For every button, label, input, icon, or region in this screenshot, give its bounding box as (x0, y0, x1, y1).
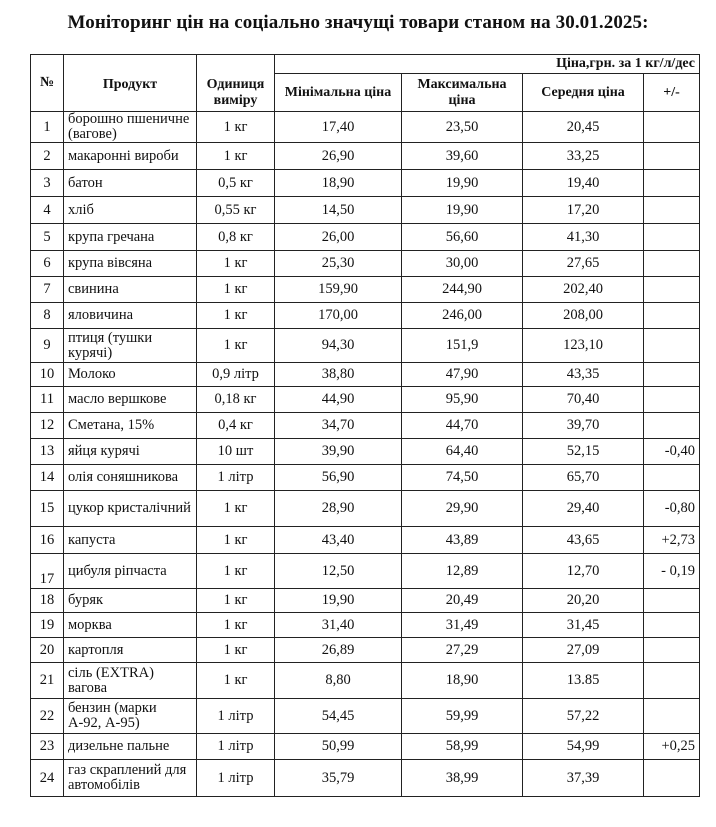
avg-price: 52,15 (523, 439, 644, 465)
unit: 1 кг (197, 143, 275, 170)
table-row (31, 112, 700, 143)
product-name: борошно пшеничне (вагове) (64, 112, 197, 143)
unit: 1 кг (197, 277, 275, 303)
min-price: 34,70 (275, 413, 402, 439)
row-number: 24 (31, 760, 64, 797)
page-title: Моніторинг цін на соціально значущі товари станом на 30.01.2025: (67, 12, 649, 33)
unit: 1 кг (197, 112, 275, 143)
min-price: 35,79 (275, 760, 402, 797)
product-name: газ скраплений для автомобілів (64, 760, 197, 797)
table-row (31, 303, 700, 329)
table-row (31, 413, 700, 439)
table-row (31, 387, 700, 413)
avg-price: 29,40 (523, 491, 644, 527)
row-number: 3 (31, 170, 64, 197)
table-row (31, 663, 700, 699)
product-name: яйця курячі (64, 439, 197, 465)
max-price: 18,90 (402, 663, 523, 699)
table-row (31, 363, 700, 387)
price-change: +2,73 (644, 527, 700, 554)
row-number: 13 (31, 439, 64, 465)
price-change (644, 699, 700, 734)
header-max: Максимальна ціна (402, 74, 523, 112)
max-price: 20,49 (402, 589, 523, 613)
min-price: 26,90 (275, 143, 402, 170)
max-price: 27,29 (402, 638, 523, 663)
min-price: 8,80 (275, 663, 402, 699)
product-name: яловичина (64, 303, 197, 329)
table-row (31, 329, 700, 363)
unit: 1 кг (197, 663, 275, 699)
avg-price: 20,20 (523, 589, 644, 613)
avg-price: 27,09 (523, 638, 644, 663)
min-price: 54,45 (275, 699, 402, 734)
price-change (644, 303, 700, 329)
table-row (31, 760, 700, 797)
product-name: дизельне пальне (64, 734, 197, 760)
price-change (644, 197, 700, 224)
header-row-top (31, 55, 700, 74)
max-price: 23,50 (402, 112, 523, 143)
unit: 0,55 кг (197, 197, 275, 224)
unit: 1 літр (197, 760, 275, 797)
min-price: 159,90 (275, 277, 402, 303)
row-number: 14 (31, 465, 64, 491)
unit: 1 кг (197, 589, 275, 613)
avg-price: 20,45 (523, 112, 644, 143)
product-name: хліб (64, 197, 197, 224)
min-price: 31,40 (275, 613, 402, 638)
table-row (31, 491, 700, 527)
header-avg: Середня ціна (523, 74, 644, 112)
min-price: 50,99 (275, 734, 402, 760)
product-name: Молоко (64, 363, 197, 387)
product-name: макаронні вироби (64, 143, 197, 170)
min-price: 39,90 (275, 439, 402, 465)
max-price: 12,89 (402, 554, 523, 589)
product-name: бензин (марки А-92, А-95) (64, 699, 197, 734)
unit: 10 шт (197, 439, 275, 465)
header-price-group: Ціна,грн. за 1 кг/л/дес (275, 55, 700, 74)
table-row (31, 638, 700, 663)
avg-price: 27,65 (523, 251, 644, 277)
min-price: 26,89 (275, 638, 402, 663)
product-name: капуста (64, 527, 197, 554)
price-change: -0,80 (644, 491, 700, 527)
row-number: 7 (31, 277, 64, 303)
unit: 0,8 кг (197, 224, 275, 251)
min-price: 12,50 (275, 554, 402, 589)
price-change (644, 170, 700, 197)
unit: 1 кг (197, 613, 275, 638)
max-price: 29,90 (402, 491, 523, 527)
product-name: олія соняшникова (64, 465, 197, 491)
min-price: 19,90 (275, 589, 402, 613)
row-number: 4 (31, 197, 64, 224)
table-row (31, 277, 700, 303)
avg-price: 17,20 (523, 197, 644, 224)
table-row (31, 527, 700, 554)
product-name: птиця (тушки курячі) (64, 329, 197, 363)
row-number: 20 (31, 638, 64, 663)
row-number: 18 (31, 589, 64, 613)
avg-price: 19,40 (523, 170, 644, 197)
avg-price: 13.85 (523, 663, 644, 699)
row-number: 23 (31, 734, 64, 760)
min-price: 25,30 (275, 251, 402, 277)
product-name: морква (64, 613, 197, 638)
price-change (644, 613, 700, 638)
product-name: батон (64, 170, 197, 197)
max-price: 30,00 (402, 251, 523, 277)
table-row (31, 589, 700, 613)
price-change (644, 251, 700, 277)
row-number: 10 (31, 363, 64, 387)
min-price: 38,80 (275, 363, 402, 387)
price-change (644, 143, 700, 170)
unit: 1 кг (197, 329, 275, 363)
avg-price: 123,10 (523, 329, 644, 363)
min-price: 26,00 (275, 224, 402, 251)
row-number: 9 (31, 329, 64, 363)
unit: 1 літр (197, 465, 275, 491)
table-row (31, 734, 700, 760)
price-change (644, 112, 700, 143)
row-number: 16 (31, 527, 64, 554)
product-name: буряк (64, 589, 197, 613)
price-change (644, 413, 700, 439)
max-price: 19,90 (402, 197, 523, 224)
avg-price: 41,30 (523, 224, 644, 251)
header-number: № (31, 55, 64, 112)
max-price: 244,90 (402, 277, 523, 303)
avg-price: 31,45 (523, 613, 644, 638)
product-name: цукор кристалічний (64, 491, 197, 527)
unit: 1 літр (197, 699, 275, 734)
product-name: картопля (64, 638, 197, 663)
price-change (644, 663, 700, 699)
row-number: 2 (31, 143, 64, 170)
price-change: -0,40 (644, 439, 700, 465)
min-price: 56,90 (275, 465, 402, 491)
row-number: 6 (31, 251, 64, 277)
unit: 1 кг (197, 527, 275, 554)
max-price: 19,90 (402, 170, 523, 197)
max-price: 44,70 (402, 413, 523, 439)
unit: 1 кг (197, 303, 275, 329)
product-name: крупа вівсяна (64, 251, 197, 277)
table-row (31, 439, 700, 465)
min-price: 28,90 (275, 491, 402, 527)
price-change (644, 277, 700, 303)
price-change (644, 638, 700, 663)
max-price: 47,90 (402, 363, 523, 387)
table-row (31, 465, 700, 491)
max-price: 59,99 (402, 699, 523, 734)
header-min: Мінімальна ціна (275, 74, 402, 112)
price-change: +0,25 (644, 734, 700, 760)
price-table (30, 54, 700, 797)
table-row (31, 170, 700, 197)
unit: 1 кг (197, 554, 275, 589)
table-body (31, 112, 700, 797)
header-product: Продукт (64, 55, 197, 112)
price-change (644, 387, 700, 413)
price-change (644, 363, 700, 387)
table-row (31, 251, 700, 277)
unit: 1 літр (197, 734, 275, 760)
max-price: 246,00 (402, 303, 523, 329)
max-price: 56,60 (402, 224, 523, 251)
row-number: 17 (31, 554, 64, 589)
min-price: 18,90 (275, 170, 402, 197)
min-price: 170,00 (275, 303, 402, 329)
avg-price: 54,99 (523, 734, 644, 760)
avg-price: 39,70 (523, 413, 644, 439)
min-price: 17,40 (275, 112, 402, 143)
row-number: 19 (31, 613, 64, 638)
price-change (644, 465, 700, 491)
product-name: свинина (64, 277, 197, 303)
row-number: 15 (31, 491, 64, 527)
max-price: 39,60 (402, 143, 523, 170)
price-change (644, 589, 700, 613)
table-row (31, 143, 700, 170)
max-price: 95,90 (402, 387, 523, 413)
price-change: - 0,19 (644, 554, 700, 589)
unit: 0,9 літр (197, 363, 275, 387)
product-name: крупа гречана (64, 224, 197, 251)
unit: 1 кг (197, 491, 275, 527)
min-price: 43,40 (275, 527, 402, 554)
header-unit: Одиниця виміру (197, 55, 275, 112)
product-name: сіль (EXTRA) вагова (64, 663, 197, 699)
unit: 1 кг (197, 251, 275, 277)
unit: 0,18 кг (197, 387, 275, 413)
avg-price: 208,00 (523, 303, 644, 329)
max-price: 58,99 (402, 734, 523, 760)
table-row (31, 224, 700, 251)
row-number: 1 (31, 112, 64, 143)
min-price: 14,50 (275, 197, 402, 224)
row-number: 22 (31, 699, 64, 734)
avg-price: 37,39 (523, 760, 644, 797)
max-price: 151,9 (402, 329, 523, 363)
max-price: 38,99 (402, 760, 523, 797)
row-number: 8 (31, 303, 64, 329)
row-number: 12 (31, 413, 64, 439)
max-price: 74,50 (402, 465, 523, 491)
avg-price: 12,70 (523, 554, 644, 589)
unit: 0,4 кг (197, 413, 275, 439)
price-change (644, 329, 700, 363)
min-price: 44,90 (275, 387, 402, 413)
product-name: масло вершкове (64, 387, 197, 413)
max-price: 64,40 (402, 439, 523, 465)
header-diff: +/- (644, 74, 700, 112)
table-row (31, 554, 700, 589)
row-number: 5 (31, 224, 64, 251)
price-change (644, 760, 700, 797)
table-row (31, 613, 700, 638)
avg-price: 43,65 (523, 527, 644, 554)
row-number: 11 (31, 387, 64, 413)
avg-price: 33,25 (523, 143, 644, 170)
avg-price: 43,35 (523, 363, 644, 387)
avg-price: 65,70 (523, 465, 644, 491)
table-row (31, 699, 700, 734)
avg-price: 57,22 (523, 699, 644, 734)
price-change (644, 224, 700, 251)
unit: 1 кг (197, 638, 275, 663)
max-price: 43,89 (402, 527, 523, 554)
product-name: Сметана, 15% (64, 413, 197, 439)
avg-price: 70,40 (523, 387, 644, 413)
max-price: 31,49 (402, 613, 523, 638)
min-price: 94,30 (275, 329, 402, 363)
avg-price: 202,40 (523, 277, 644, 303)
product-name: цибуля ріпчаста (64, 554, 197, 589)
table-row (31, 197, 700, 224)
unit: 0,5 кг (197, 170, 275, 197)
row-number: 21 (31, 663, 64, 699)
